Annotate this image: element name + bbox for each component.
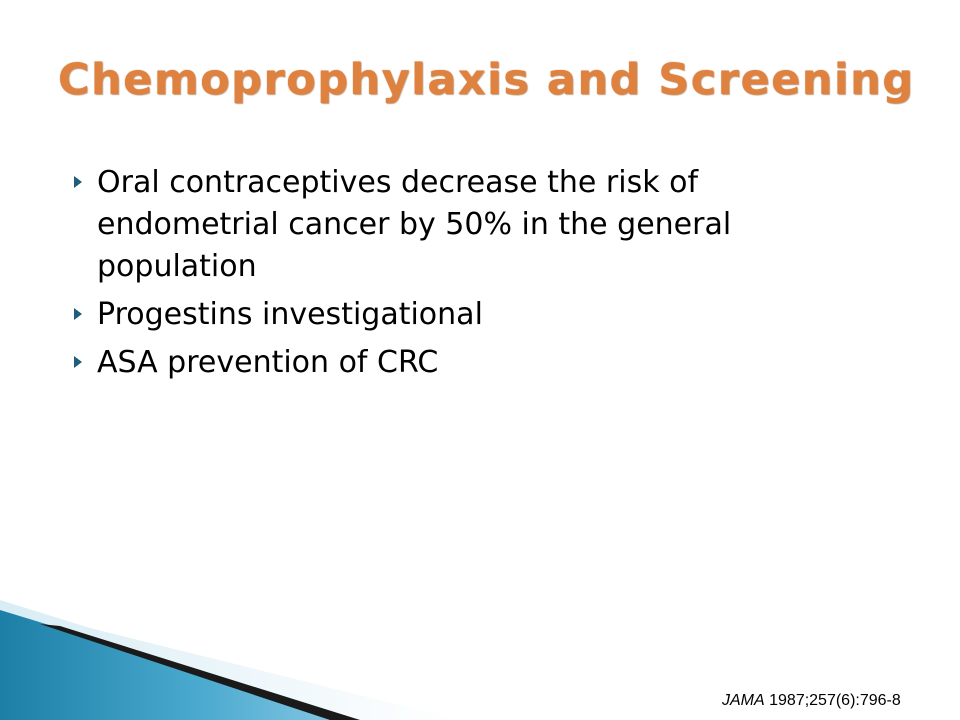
- bullet-item: [74, 162, 874, 288]
- bullet-item: [74, 342, 874, 384]
- triangle-right-icon: [74, 356, 82, 368]
- citation-reference: 1987;257(6):796-8: [764, 692, 901, 709]
- citation: [722, 692, 901, 710]
- bullet-text: Progestins investigational: [97, 297, 483, 332]
- bullet-item: [74, 294, 874, 336]
- bullet-list: [74, 162, 874, 390]
- slide-title: Chemoprophylaxis and Screening: [58, 55, 915, 105]
- citation-journal: JAMA: [722, 692, 765, 709]
- bullet-text: ASA prevention of CRC: [97, 345, 439, 380]
- triangle-right-icon: [74, 176, 82, 188]
- triangle-right-icon: [74, 308, 82, 320]
- bullet-text: Oral contraceptives decrease the risk of endometrial cancer by 50% in the general population: [97, 165, 732, 284]
